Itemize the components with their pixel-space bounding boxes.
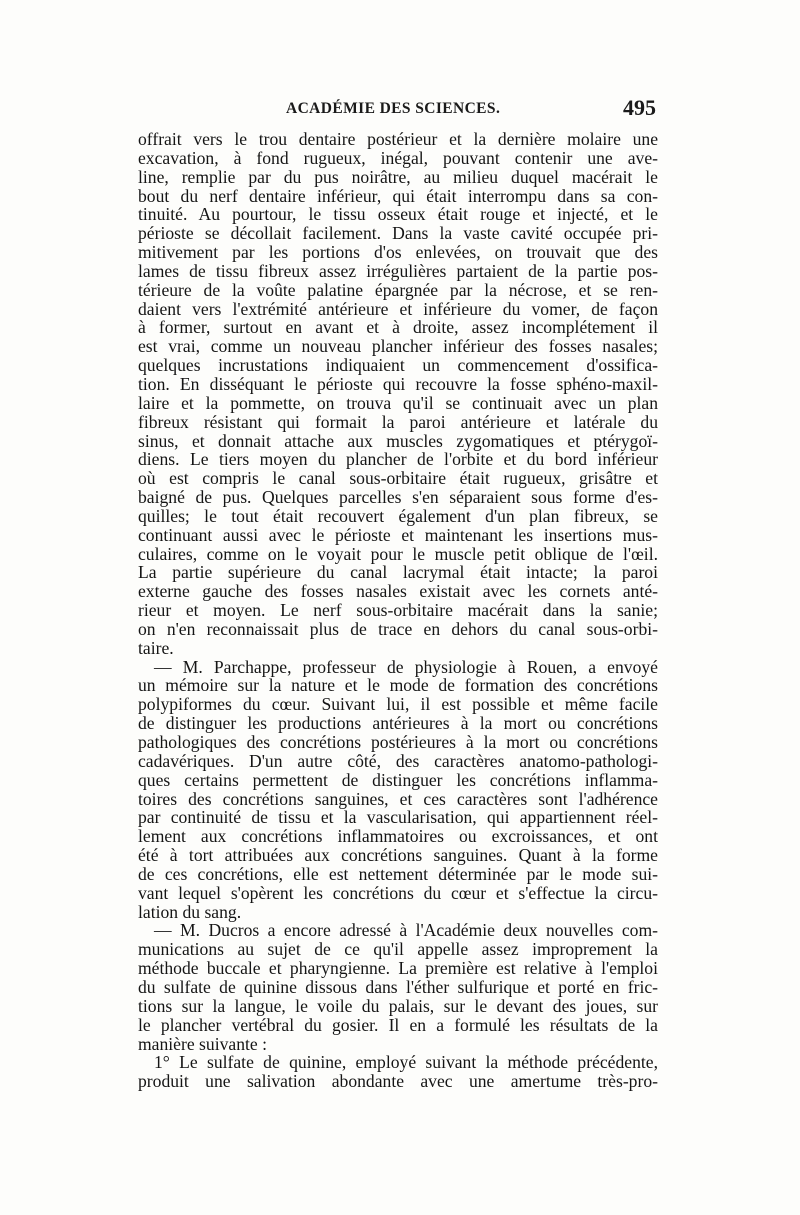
text-line: on n'en reconnaissait plus de trace en dehors du canal sous-orbi- bbox=[138, 618, 658, 639]
text-line: par continuité de tissu et la vascularisation, qui appartiennent réel- bbox=[138, 807, 658, 828]
text-line: diens. Le tiers moyen du plancher de l'orbite et du bord inférieur bbox=[138, 449, 658, 470]
text-line: tions sur la langue, le voile du palais, sur le devant des joues, sur bbox=[138, 995, 658, 1016]
text-line: tinuité. Au pourtour, le tissu osseux était rouge et injecté, et le bbox=[138, 204, 658, 225]
text-line: culaires, comme on le voyait pour le muscle petit oblique de l'œil. bbox=[138, 543, 658, 564]
text-line: — M. Parchappe, professeur de physiologie à Rouen, a envoyé bbox=[154, 656, 658, 677]
text-line: sinus, et donnait attache aux muscles zygomatiques et ptérygoï- bbox=[138, 430, 658, 451]
text-line: polypiformes du cœur. Suivant lui, il est possible et même facile bbox=[138, 694, 658, 715]
text-line: bout du nerf dentaire inférieur, qui était interrompu dans sa con- bbox=[138, 185, 658, 206]
text-line: La partie supérieure du canal lacrymal était intacte; la paroi bbox=[138, 562, 658, 583]
text-line: quelques incrustations indiquaient un commencement d'ossifica- bbox=[138, 355, 658, 376]
text-line: méthode buccale et pharyngienne. La première est relative à l'emploi bbox=[138, 958, 658, 979]
text-line: lation du sang. bbox=[138, 901, 242, 922]
text-line: de ces concrétions, elle est nettement déterminée par le mode sui- bbox=[138, 863, 658, 884]
text-line: excavation, à fond rugueux, inégal, pouvant contenir une ave- bbox=[138, 147, 658, 168]
text-line: line, remplie par du pus noirâtre, au milieu duquel macérait le bbox=[138, 166, 658, 187]
text-line: été à tort attribuées aux concrétions sanguines. Quant à la forme bbox=[138, 845, 658, 866]
page-number: 495 bbox=[623, 95, 656, 120]
text-line: toires des concrétions sanguines, et ces caractères sont l'adhérence bbox=[138, 788, 658, 809]
text-line: ques certains permettent de distinguer les concrétions inflamma- bbox=[138, 769, 658, 790]
text-line: est vrai, comme un nouveau plancher inférieur des fosses nasales; bbox=[138, 336, 658, 357]
text-line: munications au sujet de ce qu'il appelle assez improprement la bbox=[138, 939, 658, 960]
text-line: cadavériques. D'un autre côté, des caractères anatomo-pathologi- bbox=[138, 750, 658, 771]
text-line: laire et la pommette, on trouva qu'il se continuait avec un plan bbox=[138, 392, 658, 413]
text-line: rieur et moyen. Le nerf sous-orbitaire macérait dans la sanie; bbox=[138, 600, 658, 621]
text-line: lames de tissu fibreux assez irrégulières partaient de la partie pos- bbox=[138, 260, 658, 281]
body-text bbox=[138, 130, 658, 1091]
text-line: térieure de la voûte palatine épargnée par la nécrose, et se ren- bbox=[138, 279, 658, 300]
text-line: mitivement par les portions d'os enlevées, on trouvait que des bbox=[138, 242, 658, 263]
text-line: offrait vers le trou dentaire postérieur et la dernière molaire une bbox=[138, 129, 658, 149]
text-line: vant lequel s'opèrent les concrétions du cœur et s'effectue la circu- bbox=[138, 882, 658, 903]
page-header bbox=[138, 95, 658, 124]
text-line: un mémoire sur la nature et le mode de formation des concrétions bbox=[138, 675, 658, 696]
text-line: de distinguer les productions antérieures à la mort ou concrétions bbox=[138, 713, 658, 734]
text-line: 1° Le sulfate de quinine, employé suivant la méthode précédente, bbox=[154, 1052, 658, 1073]
text-line: périoste se décollait facilement. Dans la vaste cavité occupée pri- bbox=[138, 223, 658, 244]
text-line: externe gauche des fosses nasales existait avec les cornets anté- bbox=[138, 581, 658, 602]
text-line: manière suivante : bbox=[138, 1033, 267, 1054]
text-line: daient vers l'extrémité antérieure et inférieure du vomer, de façon bbox=[138, 298, 658, 319]
text-line: baigné de pus. Quelques parcelles s'en séparaient sous forme d'es- bbox=[138, 487, 658, 508]
text-line: produit une salivation abondante avec une amertume très-pro- bbox=[138, 1071, 658, 1092]
text-line: fibreux résistant qui formait la paroi antérieure et latérale du bbox=[138, 411, 658, 432]
text-line: — M. Ducros a encore adressé à l'Académie deux nouvelles com- bbox=[154, 920, 658, 941]
text-line: tion. En disséquant le périoste qui recouvre la fosse sphéno-maxil- bbox=[138, 373, 658, 394]
running-title: ACADÉMIE DES SCIENCES. bbox=[286, 100, 501, 117]
text-line: lement aux concrétions inflammatoires ou excroissances, et ont bbox=[138, 826, 658, 847]
text-line: à former, surtout en avant et à droite, assez incomplétement il bbox=[138, 317, 658, 338]
text-line: continuant aussi avec le périoste et maintenant les insertions mus- bbox=[138, 524, 658, 545]
text-line: pathologiques des concrétions postérieures à la mort ou concrétions bbox=[138, 732, 658, 752]
text-line: du sulfate de quinine dissous dans l'éther sulfurique et porté en fric- bbox=[138, 976, 658, 997]
text-line: le plancher vertébral du gosier. Il en a formulé les résultats de la bbox=[138, 1014, 658, 1035]
text-line: quilles; le tout était recouvert également d'un plan fibreux, se bbox=[138, 505, 658, 526]
text-line: taire. bbox=[138, 637, 174, 658]
text-line: où est compris le canal sous-orbitaire était rugueux, grisâtre et bbox=[138, 468, 658, 489]
